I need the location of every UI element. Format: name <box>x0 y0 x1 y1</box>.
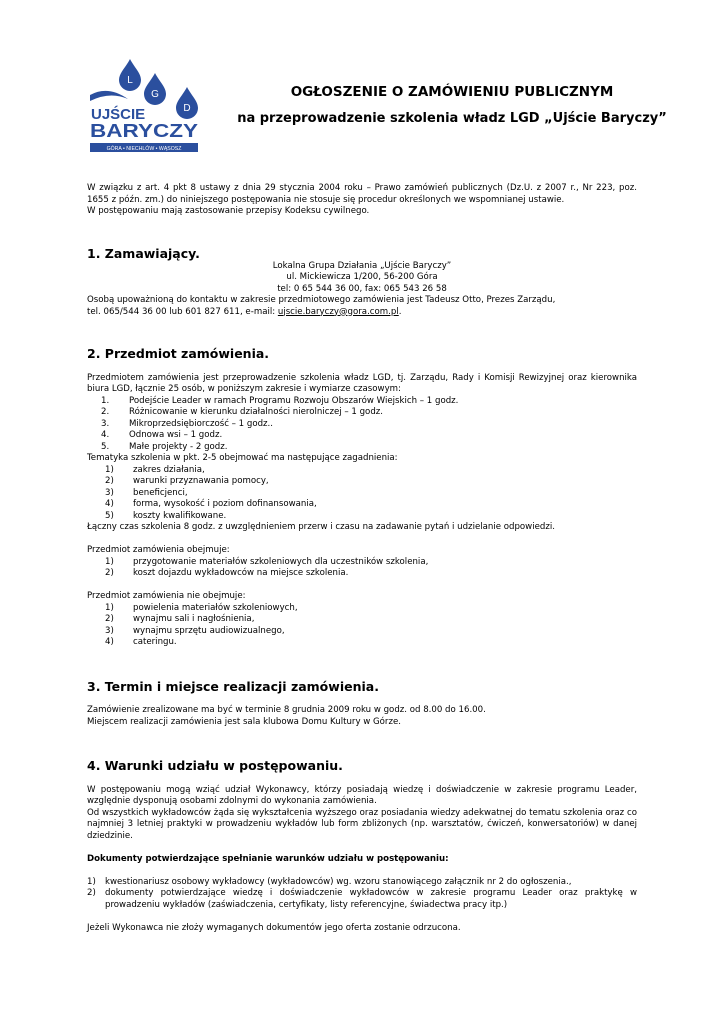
list-item: 2) dokumenty potwierdzające wiedzę i doświadczenie wykładowców w zakresie programu Leader oraz praktykę w prowadzeniu wykładów (zaświadczenia, certyfikaty, listy referencyjne, świadectwa pracy itp.) <box>87 888 637 910</box>
list-item: 1) powielenia materiałów szkoleniowych, <box>105 602 298 613</box>
list-item: 3. Mikroprzedsiębiorczość – 1 godz.. <box>101 418 274 429</box>
intro-paragraph: W związku z art. 4 pkt 8 ustawy z dnia 29 stycznia 2004 roku – Prawo zamówień publicznych (Dz.U. z 2007 r., Nr 223, poz. 1655 z późn. zm.) do niniejszego postępowania nie stosuje się procedur określonych we wspomnianej ustawie. <box>87 183 637 205</box>
conditions-paragraph: W postępowaniu mogą wziąć udział Wykonawcy, którzy posiadają wiedzę i doświadczenie w zakresie programu Leader, względnie dysponują osobami zdolnymi do wykonania zamówienia. <box>87 784 637 806</box>
section-heading: 1. Zamawiający. <box>87 245 200 261</box>
term-paragraph: Zamówienie zrealizowane ma być w terminie 8 grudnia 2009 roku w godz. od 8.00 do 16.00. <box>87 705 486 715</box>
intro-paragraph: W postępowaniu mają zastosowanie przepisy Kodeksu cywilnego. <box>87 206 370 216</box>
list-item: 2) koszt dojazdu wykładowców na miejsce szkolenia. <box>105 568 349 578</box>
list-item: 1) przygotowanie materiałów szkoleniowych dla uczestników szkolenia, <box>105 556 429 567</box>
logo-line2: BARYCZY <box>90 121 198 141</box>
org-phones: tel: 0 65 544 36 00, fax: 065 543 26 58 <box>277 283 447 294</box>
org-name: Lokalna Grupa Działania „Ujście Baryczy” <box>272 260 452 271</box>
excludes-list <box>87 603 637 649</box>
list-item: 2) wynajmu sali i nagłośnienia, <box>105 614 255 624</box>
contact-phones: tel. 065/544 36 00 lub 601 827 611, e-mail: <box>87 306 278 317</box>
documents-list <box>87 877 637 912</box>
document-body <box>87 183 637 934</box>
list-item: 4) cateringu. <box>105 637 177 647</box>
document-subtitle: na przeprowadzenie szkolenia władz LGD „Ujście Baryczy” <box>237 111 667 126</box>
training-topics-list <box>87 396 637 454</box>
list-item: 3) beneficjenci, <box>105 487 188 498</box>
documents-heading: Dokumenty potwierdzające spełnianie warunków udziału w postępowaniu: <box>87 853 449 864</box>
logo-letter-d: D <box>183 103 191 114</box>
list-item: 4) forma, wysokość i poziom dofinansowania, <box>105 499 317 509</box>
excludes-intro: Przedmiot zamówienia nie obejmuje: <box>87 591 246 601</box>
logo-letter-g: G <box>151 89 159 100</box>
contact-suffix: . <box>398 306 402 317</box>
logo-letter-l: L <box>127 75 133 86</box>
river-wave-icon <box>90 91 128 101</box>
list-item: 1. Podejście Leader w ramach Programu Rozwoju Obszarów Wiejskich – 1 godz. <box>101 395 459 406</box>
list-item: 1) kwestionariusz osobowy wykładowcy (wykładowców) wg. wzoru stanowiącego załącznik nr 2 do ogłoszenia., <box>87 876 572 887</box>
section-heading: 2. Przedmiot zamówienia. <box>87 346 270 361</box>
contact-line <box>87 307 637 319</box>
topic-issues-list <box>87 465 637 523</box>
contact-person: Osobą upoważnioną do kontaktu w zakresie przedmiotowego zamówienia jest Tadeusz Otto, Prezes Zarządu, <box>87 295 556 305</box>
rejection-note: Jeżeli Wykonawca nie złoży wymaganych dokumentów jego oferta zostanie odrzucona. <box>87 922 461 933</box>
document-title: OGŁOSZENIE O ZAMÓWIENIU PUBLICZNYM <box>290 84 614 100</box>
list-item: 1) zakres działania, <box>105 464 205 475</box>
logo-tagline: GÓRA • NIECHLÓW • WĄSOSZ <box>106 146 182 152</box>
list-item: 2) warunki przyznawania pomocy, <box>105 476 269 486</box>
conditions-paragraph: Od wszystkich wykładowców żąda się wykształcenia wyższego oraz posiadania wiedzy adekwatnej do tematu szkolenia oraz co najmniej 3 letniej praktyki w prowadzeniu wykładów lub form zbliżonych (np. warsztatów, ćwiczeń, konwersatoriów) w danej dziedzinie. <box>87 807 637 841</box>
section-heading: 4. Warunki udziału w postępowaniu. <box>87 758 343 773</box>
list-item: 3) wynajmu sprzętu audiowizualnego, <box>105 625 285 636</box>
list-item: 5. Małe projekty - 2 godz. <box>101 441 228 452</box>
section-heading: 3. Termin i miejsce realizacji zamówienia. <box>87 678 379 694</box>
total-time: Łączny czas szkolenia 8 godz. z uwzględnieniem przerw i czasu na zadawanie pytań i udzielanie odpowiedzi. <box>87 522 555 532</box>
subject-intro: Przedmiotem zamówienia jest przeprowadzenie szkolenia władz LGD, tj. Zarządu, Rady i Komisji Rewizyjnej oraz kierownika biura LGD, łącznie 25 osób, w poniższym zakresie i wymiarze czasowym: <box>87 372 637 394</box>
includes-list <box>87 557 637 580</box>
place-paragraph: Miejscem realizacji zamówienia jest sala klubowa Domu Kultury w Górze. <box>87 716 401 727</box>
lgd-logo <box>88 55 206 155</box>
org-address: ul. Mickiewicza 1/200, 56-200 Góra <box>286 272 438 282</box>
logo-line1: UJŚCIE <box>91 106 146 123</box>
topics-intro: Tematyka szkolenia w pkt. 2-5 obejmować ma następujące zagadnienia: <box>87 453 398 463</box>
list-item: 2. Różnicowanie w kierunku działalności nierolniczej – 1 godz. <box>101 407 384 417</box>
includes-intro: Przedmiot zamówienia obejmuje: <box>87 545 230 555</box>
email-link[interactable]: ujscie.baryczy@gora.com.pl <box>277 306 399 317</box>
list-item: 5) koszty kwalifikowane. <box>105 510 227 521</box>
list-item: 4. Odnowa wsi – 1 godz. <box>101 430 223 440</box>
